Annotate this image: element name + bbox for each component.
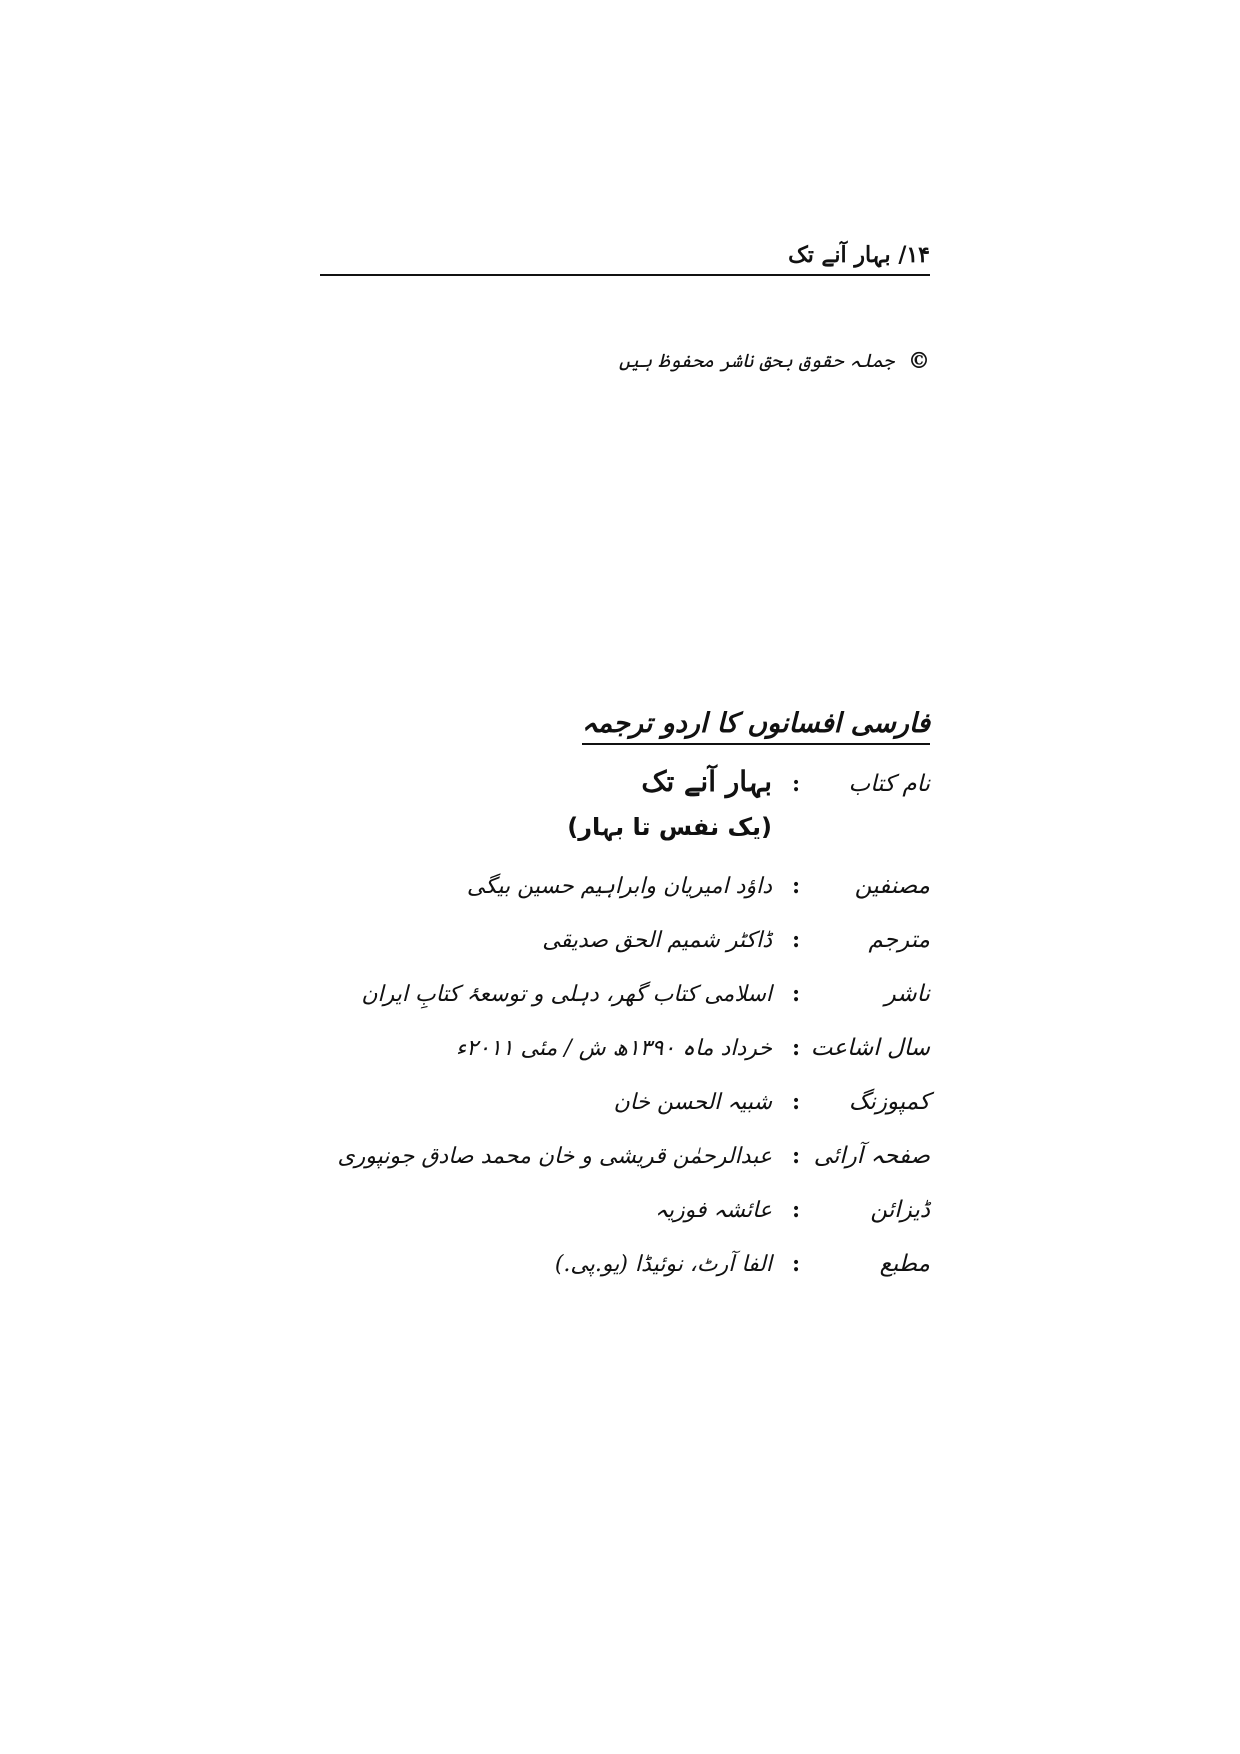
- info-label: ڈیزائن: [870, 1197, 930, 1223]
- running-head: ۱۴/ بہار آنے تک: [788, 242, 930, 268]
- info-value: اسلامی کتاب گھر، دہلی و توسعۂ کتابِ ایران: [361, 982, 772, 1007]
- info-value: داؤد امیریان وابراہیم حسین بیگی: [466, 874, 772, 899]
- info-separator: :: [791, 927, 801, 953]
- info-value: خرداد ماہ ۱۳۹۰ھ ش / مئی ۲۰۱۱ء: [455, 1036, 772, 1061]
- info-separator: :: [791, 771, 801, 797]
- info-separator: :: [791, 1035, 801, 1061]
- info-row-title: [230, 765, 930, 813]
- info-label: نام کتاب: [848, 771, 930, 797]
- info-separator: :: [791, 1143, 801, 1169]
- info-value: شبیہ الحسن خان: [613, 1090, 772, 1115]
- info-row: [230, 1143, 930, 1197]
- copyright-text: جملہ حقوق بحق ناشر محفوظ ہیں: [618, 350, 894, 372]
- copyright-icon: ©: [908, 348, 930, 374]
- header-rule: [320, 274, 930, 276]
- info-row: [230, 873, 930, 927]
- info-row: [230, 1197, 930, 1251]
- info-separator: :: [791, 981, 801, 1007]
- book-info-table: [230, 765, 930, 1305]
- info-label: مصنفین: [854, 873, 930, 899]
- book-subtitle: (یک نفس تا بہار): [567, 813, 772, 841]
- info-separator: :: [791, 1251, 801, 1277]
- info-label: سال اشاعت: [810, 1035, 930, 1061]
- book-title: بہار آنے تک: [641, 765, 772, 798]
- info-row: [230, 1251, 930, 1305]
- info-row: [230, 1035, 930, 1089]
- info-separator: :: [791, 1197, 801, 1223]
- info-label: ناشر: [884, 981, 930, 1007]
- info-row: [230, 1089, 930, 1143]
- info-value: الفا آرٹ، نوئیڈا (یو.پی.): [554, 1252, 772, 1277]
- section-heading: فارسی افسانوں کا اردو ترجمہ: [582, 708, 930, 745]
- info-value: ڈاکٹر شمیم الحق صدیقی: [542, 928, 772, 953]
- copyright-notice: [619, 348, 930, 374]
- info-label: مترجم: [868, 927, 930, 953]
- info-row-subtitle: [230, 813, 930, 873]
- info-row: [230, 981, 930, 1035]
- info-value: عبدالرحمٰن قریشی و خان محمد صادق جونپوری: [337, 1144, 772, 1169]
- info-label: کمپوزنگ: [848, 1089, 930, 1115]
- info-label: مطبع: [879, 1251, 930, 1277]
- info-row: [230, 927, 930, 981]
- info-label: صفحہ آرائی: [813, 1143, 930, 1169]
- info-separator: :: [791, 873, 801, 899]
- info-value: عائشہ فوزیہ: [655, 1198, 772, 1223]
- info-separator: :: [791, 1089, 801, 1115]
